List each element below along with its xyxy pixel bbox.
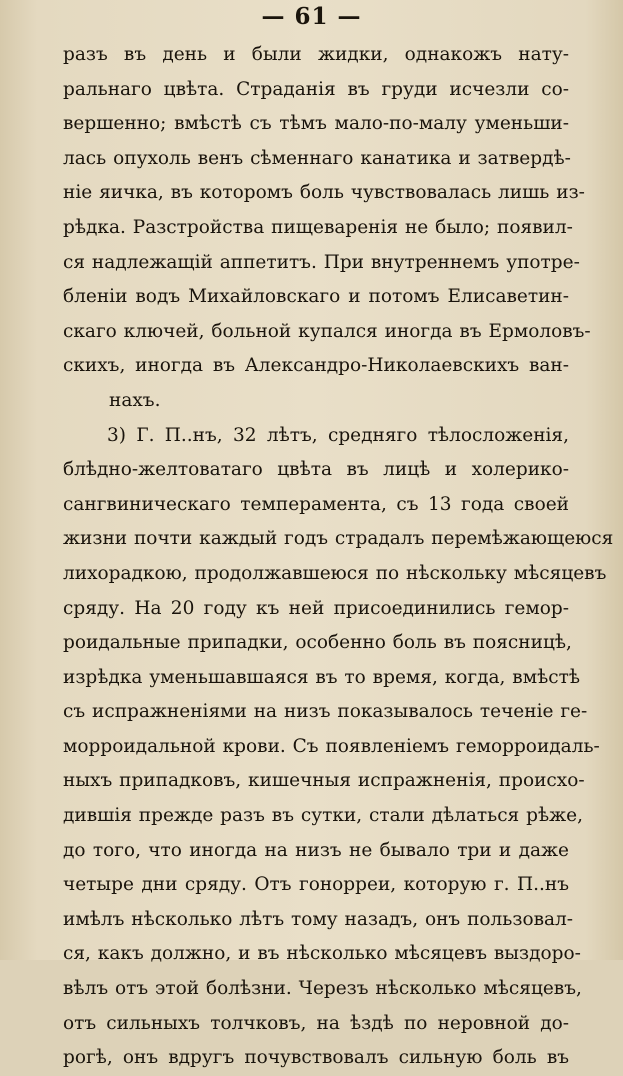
text-line: имѣлъ нѣсколько лѣтъ тому назадъ, онъ пользовал- <box>63 908 574 930</box>
text-line: морроидальной крови. Съ появленіемъ геморроидаль- <box>63 735 600 757</box>
text-line: сряду. На 20 году къ ней присоединились гемор- <box>63 597 569 619</box>
text-line: изрѣдка уменьшавшаяся въ то время, когда, вмѣстѣ <box>63 666 580 688</box>
text-line: вершенно; вмѣстѣ съ тѣмъ мало-по-малу уменьши- <box>63 113 569 135</box>
text-line: лихорадкою, продолжавшеюся по нѣскольку мѣсяцевъ <box>63 562 607 584</box>
page-number: — 61 — <box>261 3 362 30</box>
text-line: съ испражненіями на низъ показывалось теченіе ге- <box>63 701 588 723</box>
text-line: лась опухоль венъ сѣменнаго канатика и затвердѣ- <box>63 147 571 169</box>
text-line-paragraph-start: 3) Г. П..нъ, 32 лѣтъ, средняго тѣлосложенія, <box>107 424 569 446</box>
text-line: бленіи водъ Михайловскаго и потомъ Елисаветин- <box>63 286 569 308</box>
text-line: рогѣ, онъ вдругъ почувствовалъ сильную боль въ <box>63 1047 569 1069</box>
text-line: разъ въ день и были жидки, однакожъ нату- <box>63 44 569 65</box>
text-line: рѣдка. Разстройства пищеваренія не было; появил- <box>63 216 573 238</box>
text-line: дившія прежде разъ въ сутки, стали дѣлаться рѣже, <box>63 805 583 827</box>
text-line: отъ сильныхъ толчковъ, на ѣздѣ по неровной до- <box>63 1012 569 1034</box>
text-line: ся надлежащій аппетитъ. При внутреннемъ употре- <box>63 251 580 273</box>
text-line: роидальные припадки, особенно боль въ поясницѣ, <box>63 632 572 654</box>
text-line: до того, что иногда на низъ не бывало три и даже <box>63 839 569 861</box>
text-line: блѣдно-желтоватаго цвѣта въ лицѣ и холерико- <box>63 459 569 481</box>
text-line: четыре дни сряду. Отъ гонорреи, которую г. П..нъ <box>63 874 569 896</box>
text-line: сангвиническаго темперамента, съ 13 года своей <box>63 493 569 515</box>
text-line: ральнаго цвѣта. Страданія въ груди исчезли со- <box>63 78 569 100</box>
text-line: ныхъ припадковъ, кишечныя испражненія, происхо- <box>63 770 585 792</box>
text-line: ся, какъ должно, и въ нѣсколько мѣсяцевъ выздоро- <box>63 943 581 965</box>
text-line: ніе яичка, въ которомъ боль чувствовалась лишь из- <box>63 182 585 204</box>
text-line: жизни почти каждый годъ страдалъ перемѣжающеюся <box>63 528 614 550</box>
text-line: скихъ, иногда въ Александро-Николаевскихъ ван- <box>63 355 569 377</box>
text-line: скаго ключей, больной купался иногда въ Ермоловъ- <box>63 320 591 342</box>
body-text <box>63 38 614 1076</box>
text-line: вѣлъ отъ этой болѣзни. Черезъ нѣсколько мѣсяцевъ, <box>63 978 582 1000</box>
text-line-paragraph-end: нахъ. <box>109 389 161 411</box>
